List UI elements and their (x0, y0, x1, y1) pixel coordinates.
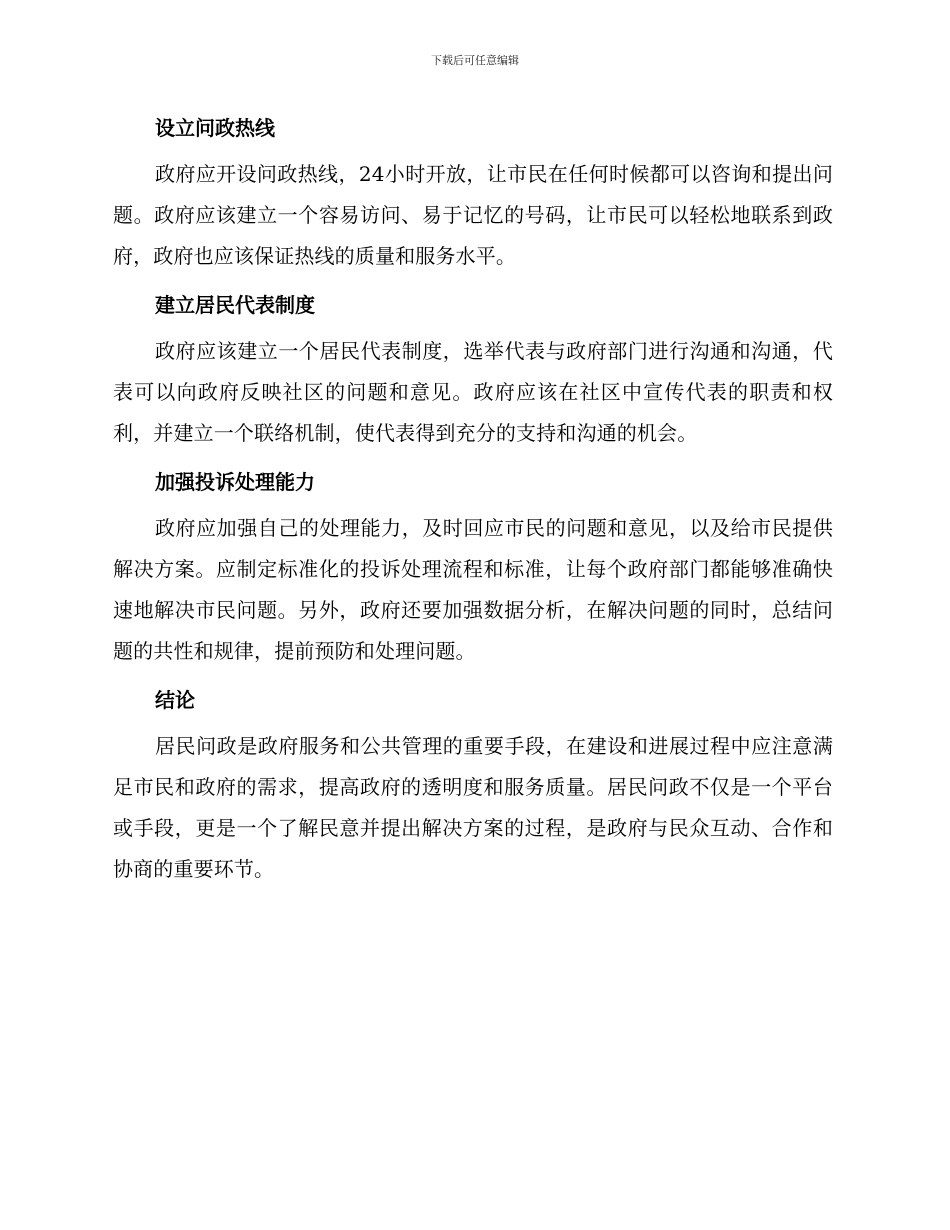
section-heading: 设立问政热线 (155, 116, 275, 140)
section-heading: 建立居民代表制度 (155, 293, 315, 317)
section-conclusion (113, 680, 833, 890)
page-header: 下载后可任意编辑 (431, 54, 519, 67)
section-heading: 加强投诉处理能力 (155, 470, 315, 494)
section-paragraph: 政府应该建立一个居民代表制度，选举代表与政府部门进行沟通和沟通，代表可以向政府反映社区的问题和意见。政府应该在社区中宣传代表的职责和权利，并建立一个联络机制，使代表得到充分的支持和沟通的机会。 (113, 339, 833, 445)
section-hotline (113, 108, 833, 277)
section-complaint-handling (113, 462, 833, 672)
section-resident-representatives (113, 285, 833, 454)
section-paragraph: 政府应加强自己的处理能力，及时回应市民的问题和意见，以及给市民提供解决方案。应制定标准化的投诉处理流程和标准，让每个政府部门都能够准确快速地解决市民问题。另外，政府还要加强数据分析，在解决问题的同时，总结问题的共性和规律，提前预防和处理问题。 (113, 516, 833, 663)
section-paragraph: 居民问政是政府服务和公共管理的重要手段，在建设和进展过程中应注意满足市民和政府的需求，提高政府的透明度和服务质量。居民问政不仅是一个平台或手段，更是一个了解民意并提出解决方案的过程，是政府与民众互动、合作和协商的重要环节。 (113, 734, 833, 881)
document-body (113, 108, 833, 898)
section-heading: 结论 (155, 688, 195, 712)
section-paragraph: 政府应开设问政热线，24小时开放，让市民在任何时候都可以咨询和提出问题。政府应该建立一个容易访问、易于记忆的号码，让市民可以轻松地联系到政府，政府也应该保证热线的质量和服务水平。 (113, 162, 833, 268)
